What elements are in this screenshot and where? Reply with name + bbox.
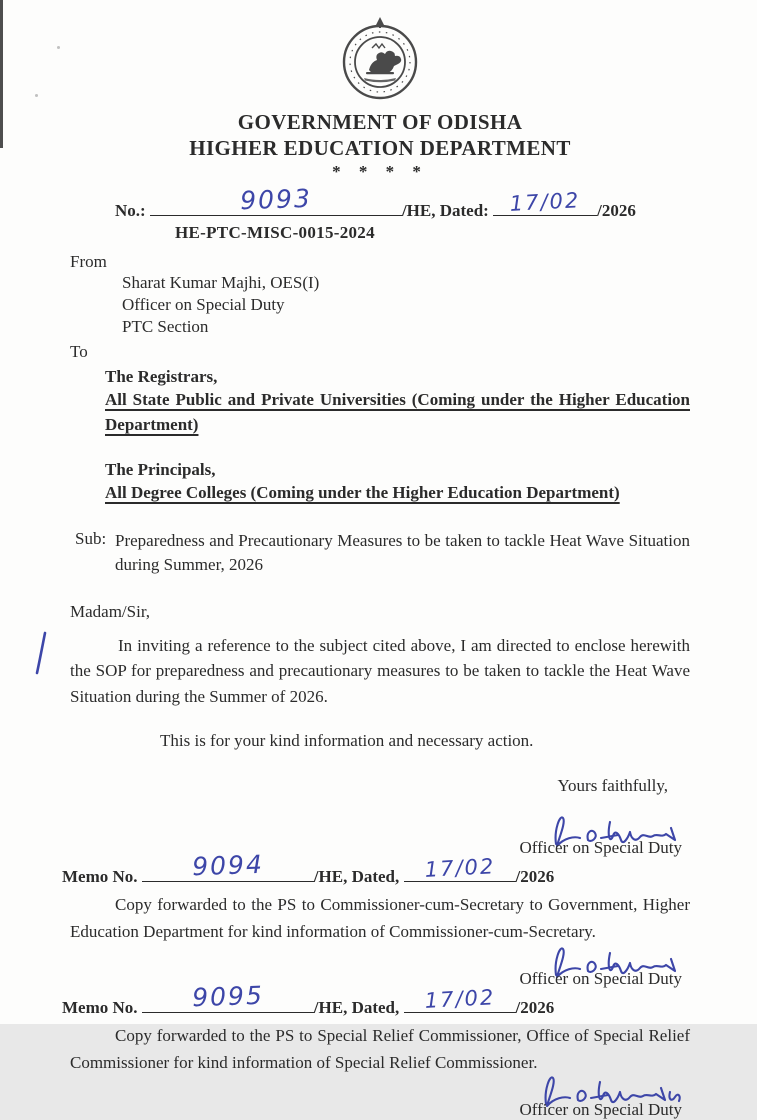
sender-name: Sharat Kumar Majhi, OES(I)	[122, 273, 320, 292]
signatory-title: Officer on Special Duty	[519, 1100, 682, 1119]
he-dated-label: /HE, Dated:	[401, 201, 489, 220]
year-label: /2026	[515, 998, 555, 1017]
scan-speck	[35, 94, 38, 97]
letter-number-blank	[150, 183, 402, 216]
subject-row	[70, 529, 690, 577]
from-label: From	[70, 252, 107, 271]
department-title-line1: GOVERNMENT OF ODISHA	[237, 110, 523, 134]
no-label: No.:	[115, 201, 146, 220]
memo-date-blank	[404, 854, 516, 882]
pen-tick-mark	[34, 631, 48, 675]
valediction: Yours faithfully,	[557, 776, 668, 795]
memo-signature-block	[70, 1078, 690, 1120]
closing-line: This is for your kind information and necessary action.	[160, 731, 534, 750]
signatory-title: Officer on Special Duty	[519, 969, 682, 988]
signatory-title: Officer on Special Duty	[519, 838, 682, 857]
memo-date-blank	[404, 985, 516, 1013]
letter-salutation: Madam/Sir,	[70, 601, 151, 621]
handwritten-memo-date: 17/02	[423, 854, 496, 882]
department-title-line2: HIGHER EDUCATION DEPARTMENT	[189, 136, 571, 160]
body-paragraph-text: In inviting a reference to the subject cited above, I am directed to enclose herewith the SOP for preparedness and precautionary measures to be taken to tackle the Heat Wave Situation during the Summer of 2026.	[70, 635, 690, 706]
subject-label: Sub:	[75, 528, 107, 548]
handwritten-memo-date: 17/02	[423, 985, 496, 1013]
year-label: /2026	[597, 201, 636, 220]
file-number: HE-PTC-MISC-0015-2024	[175, 223, 375, 242]
sender-section: PTC Section	[122, 317, 209, 336]
memo-number-blank	[142, 849, 314, 882]
memo-label: Memo No.	[62, 998, 138, 1017]
addressee-group-registrars	[105, 365, 690, 437]
he-dated-label: /HE, Dated,	[313, 867, 400, 886]
memo-label: Memo No.	[62, 867, 138, 886]
memo-number-blank	[142, 980, 314, 1013]
scan-edge-artifact	[0, 0, 3, 148]
memo-copy-text: Copy forwarded to the PS to Commissioner-cum-Secretary to Government, Higher Education Department for kind information of Commissioner-cum-Secretary.	[70, 895, 690, 941]
date-blank	[493, 188, 597, 216]
memo-line-1	[62, 849, 690, 887]
addressee-body: All Degree Colleges (Coming under the Higher Education Department)	[105, 483, 620, 502]
addressee-body: All State Public and Private Universities (Coming under the Higher Education Department)	[105, 390, 690, 434]
he-dated-label: /HE, Dated,	[313, 998, 400, 1017]
reference-line	[115, 183, 690, 221]
to-label: To	[70, 342, 88, 361]
addressee-group-principals	[105, 458, 690, 506]
body-paragraph	[70, 633, 690, 710]
odisha-state-emblem-icon	[336, 14, 424, 109]
year-label: /2026	[515, 867, 555, 886]
scan-speck	[57, 46, 60, 49]
handwritten-memo-number: 9095	[191, 980, 265, 1013]
memo-signature-block	[70, 947, 690, 989]
sender-designation: Officer on Special Duty	[122, 295, 285, 314]
subject-text: Preparedness and Precautionary Measures to be taken to tackle Heat Wave Situation during Summer, 2026	[115, 530, 690, 574]
memo-copy-text: Copy forwarded to the PS to Special Relief Commissioner, Office of Special Relief Commissioner for kind information of Special Relief Commissioner.	[70, 1026, 690, 1072]
handwritten-memo-number: 9094	[191, 849, 265, 882]
divider-stars: * * * *	[332, 162, 428, 181]
handwritten-letter-number: 9093	[239, 183, 313, 216]
addressee-salutation: The Principals,	[105, 460, 216, 479]
sender-block	[122, 272, 690, 338]
handwritten-date: 17/02	[509, 188, 581, 216]
memo-line-2	[62, 980, 690, 1018]
addressee-salutation: The Registrars,	[105, 367, 218, 386]
